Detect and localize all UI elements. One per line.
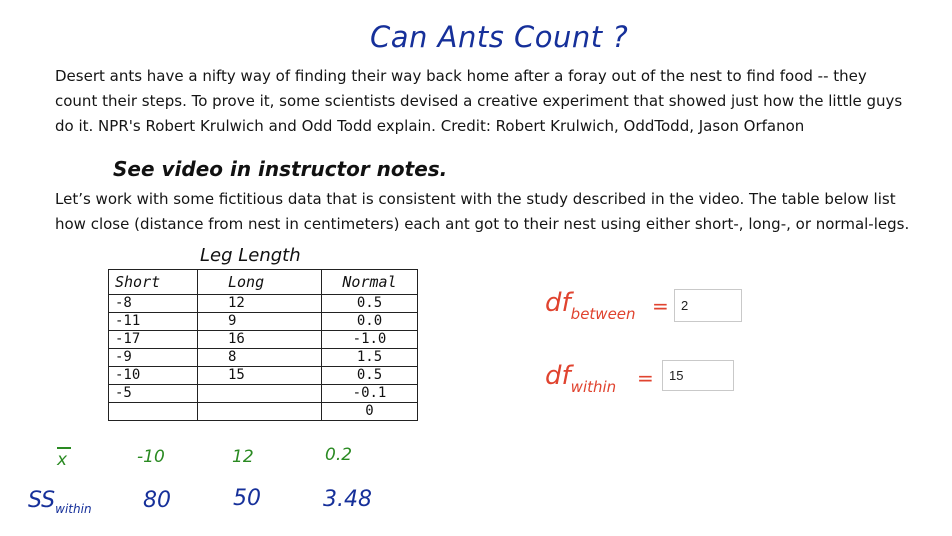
cell: 8 xyxy=(198,349,322,367)
df-within-label xyxy=(545,361,616,396)
cell: -10 xyxy=(109,367,198,385)
cell xyxy=(109,403,198,421)
table-row xyxy=(109,331,418,349)
cell xyxy=(198,403,322,421)
df-between-input[interactable] xyxy=(674,289,742,322)
ss-long: 50 xyxy=(233,486,261,511)
mean-long: 12 xyxy=(232,447,254,467)
ss-within-label xyxy=(28,488,92,516)
cell: 1.5 xyxy=(322,349,418,367)
cell: -1.0 xyxy=(322,331,418,349)
ant-distance-table xyxy=(108,269,418,421)
cell: 0.5 xyxy=(322,295,418,313)
cell: -0.1 xyxy=(322,385,418,403)
df-between-label xyxy=(545,288,636,323)
cell: 0.5 xyxy=(322,367,418,385)
cell: -11 xyxy=(109,313,198,331)
cell: 9 xyxy=(198,313,322,331)
df-between-equals: = xyxy=(652,294,669,318)
df-between-main: df xyxy=(545,288,571,318)
table-row xyxy=(109,313,418,331)
mean-short: -10 xyxy=(137,447,165,467)
df-within-sub: within xyxy=(570,378,617,396)
xbar-letter: x xyxy=(57,450,68,470)
cell: 16 xyxy=(198,331,322,349)
header-long: Long xyxy=(198,270,322,295)
cell: 0 xyxy=(322,403,418,421)
cell: 0.0 xyxy=(322,313,418,331)
table-row xyxy=(109,385,418,403)
table-row xyxy=(109,295,418,313)
df-within-main: df xyxy=(545,361,571,391)
cell: -5 xyxy=(109,385,198,403)
df-within-equals: = xyxy=(637,366,654,390)
cell: -9 xyxy=(109,349,198,367)
table-row xyxy=(109,367,418,385)
table-header-row xyxy=(109,270,418,295)
page-title: Can Ants Count ? xyxy=(370,20,629,54)
df-between-sub: between xyxy=(570,305,636,323)
instructions-paragraph: Let’s work with some fictitious data that is consistent with the study described in the video. The table below list how close (distance from nest in centimeters) each ant got to their nest using either short-, long-, or normal-legs. xyxy=(55,190,910,233)
table-row xyxy=(109,349,418,367)
mean-normal: 0.2 xyxy=(325,445,353,465)
cell: 15 xyxy=(198,367,322,385)
cell xyxy=(198,385,322,403)
xbar-overline xyxy=(57,447,71,449)
video-note: See video in instructor notes. xyxy=(113,157,448,181)
header-normal: Normal xyxy=(322,270,418,295)
ss-short: 80 xyxy=(143,488,171,513)
df-within-input[interactable] xyxy=(662,360,734,391)
header-short: Short xyxy=(109,270,198,295)
table-row xyxy=(109,403,418,421)
cell: -17 xyxy=(109,331,198,349)
xbar-label xyxy=(57,447,71,470)
ss-normal: 3.48 xyxy=(323,487,372,512)
cell: -8 xyxy=(109,295,198,313)
leg-length-label: Leg Length xyxy=(200,245,301,266)
ss-label-main: SS xyxy=(28,488,56,513)
cell: 12 xyxy=(198,295,322,313)
intro-paragraph: Desert ants have a nifty way of finding their way back home after a foray out of the nest to find food -- they count their steps. To prove it, some scientists devised a creative experiment that showed just how the little guys do it. NPR's Robert Krulwich and Odd Todd explain. Credit: Robert Krulwich, OddTodd, Jason Orfanon xyxy=(55,67,903,135)
ss-label-sub: within xyxy=(55,502,92,516)
